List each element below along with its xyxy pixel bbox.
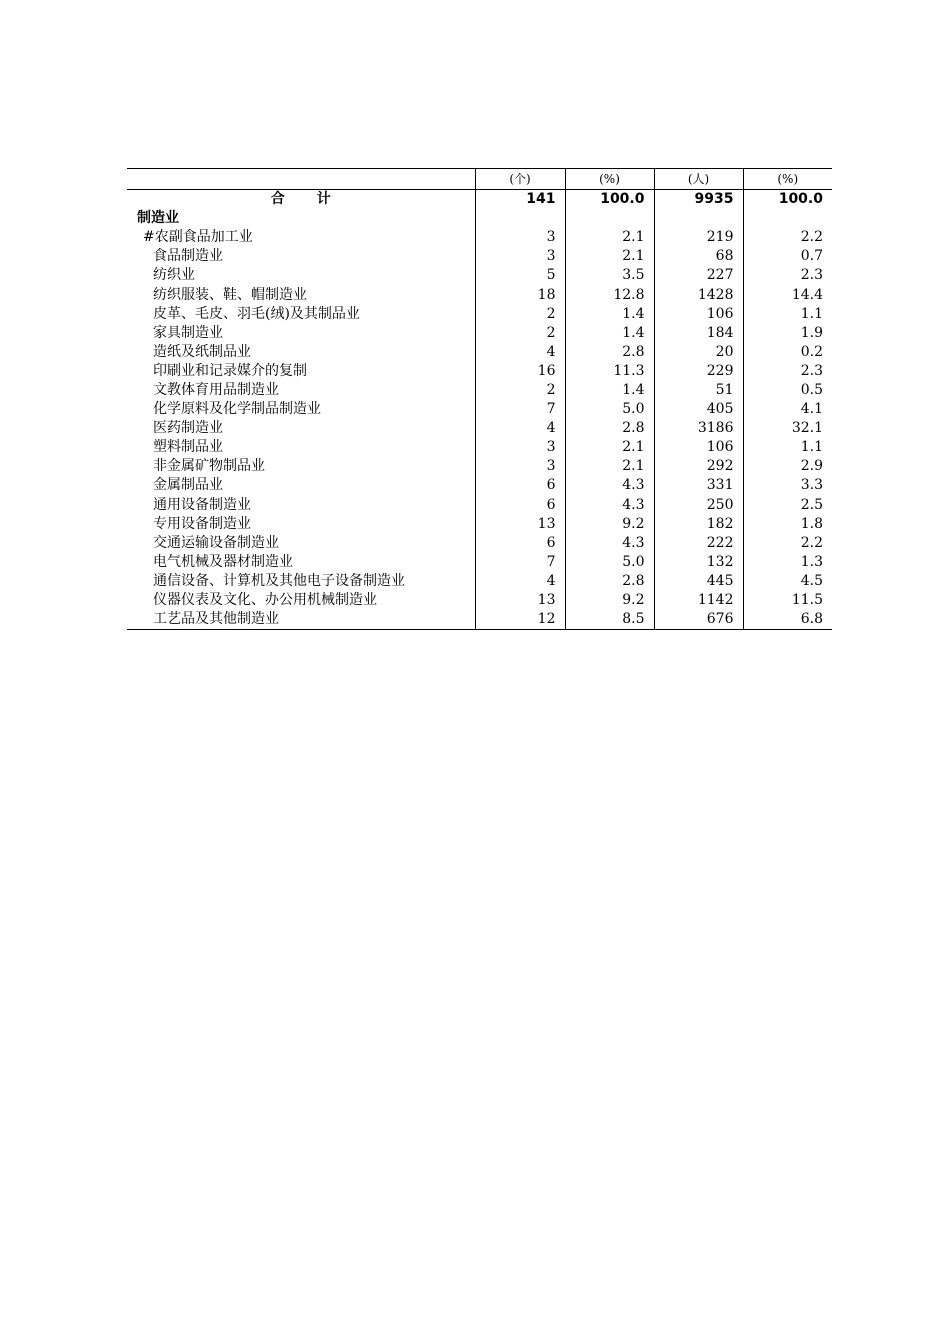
industry-count: 7 bbox=[475, 553, 565, 572]
table-row bbox=[127, 419, 832, 438]
industry-count: 6 bbox=[475, 496, 565, 515]
industry-people-percent: 2.9 bbox=[743, 457, 832, 476]
industry-count-percent: 2.8 bbox=[565, 572, 654, 591]
industry-count-percent: 1.4 bbox=[565, 324, 654, 343]
industry-people: 184 bbox=[654, 324, 743, 343]
total-people-percent: 100.0 bbox=[743, 190, 832, 210]
table-row bbox=[127, 362, 832, 381]
industry-people: 292 bbox=[654, 457, 743, 476]
industry-count-percent: 2.8 bbox=[565, 343, 654, 362]
industry-count-percent: 2.1 bbox=[565, 228, 654, 247]
industry-name: 交通运输设备制造业 bbox=[153, 534, 279, 551]
table-row bbox=[127, 438, 832, 457]
industry-count-percent: 4.3 bbox=[565, 496, 654, 515]
industry-count: 13 bbox=[475, 515, 565, 534]
industry-count-percent: 5.0 bbox=[565, 553, 654, 572]
industry-name: 工艺品及其他制造业 bbox=[127, 610, 475, 630]
section-empty-cell bbox=[475, 209, 565, 228]
table-row bbox=[127, 305, 832, 324]
unit-header-blank bbox=[127, 169, 475, 190]
industry-people: 331 bbox=[654, 476, 743, 495]
industry-people-percent: 32.1 bbox=[743, 419, 832, 438]
industry-people: 250 bbox=[654, 496, 743, 515]
total-row bbox=[127, 190, 832, 210]
industry-name: 食品制造业 bbox=[153, 248, 223, 265]
industry-people: 51 bbox=[654, 381, 743, 400]
section-empty-cell bbox=[565, 209, 654, 228]
industry-name: #农副食品加工业 bbox=[143, 229, 253, 246]
industry-name: 印刷业和记录媒介的复制 bbox=[153, 362, 307, 379]
industry-people: 219 bbox=[654, 228, 743, 247]
industry-count-percent: 2.8 bbox=[565, 419, 654, 438]
table-row bbox=[127, 476, 832, 495]
industry-count-percent: 2.1 bbox=[565, 438, 654, 457]
industry-count: 2 bbox=[475, 381, 565, 400]
table-body bbox=[127, 169, 832, 630]
industry-people: 182 bbox=[654, 515, 743, 534]
industry-people: 1428 bbox=[654, 285, 743, 304]
unit-header-row bbox=[127, 169, 832, 190]
industry-people: 405 bbox=[654, 400, 743, 419]
industry-people-percent: 2.2 bbox=[743, 534, 832, 553]
industry-people-percent: 0.2 bbox=[743, 343, 832, 362]
industry-name: 纺织业 bbox=[153, 267, 195, 284]
table-row bbox=[127, 324, 832, 343]
industry-count-percent: 9.2 bbox=[565, 515, 654, 534]
table-row bbox=[127, 228, 832, 247]
industry-people-percent: 2.3 bbox=[743, 362, 832, 381]
total-people: 9935 bbox=[654, 190, 743, 210]
unit-count-percent-header: (%) bbox=[565, 169, 654, 190]
table-row bbox=[127, 553, 832, 572]
industry-people-percent: 11.5 bbox=[743, 591, 832, 610]
industry-count: 6 bbox=[475, 476, 565, 495]
industry-count: 3 bbox=[475, 228, 565, 247]
industry-count-percent: 11.3 bbox=[565, 362, 654, 381]
industry-people-percent: 4.1 bbox=[743, 400, 832, 419]
industry-name: 通用设备制造业 bbox=[153, 496, 251, 513]
table-row bbox=[127, 285, 832, 304]
industry-people-percent: 1.1 bbox=[743, 438, 832, 457]
table-row bbox=[127, 381, 832, 400]
industry-people: 20 bbox=[654, 343, 743, 362]
industry-people-percent: 1.3 bbox=[743, 553, 832, 572]
total-label: 合计 bbox=[270, 191, 363, 208]
industry-name: 纺织服装、鞋、帽制造业 bbox=[153, 286, 307, 303]
industry-people-percent: 2.3 bbox=[743, 266, 832, 285]
industry-people: 106 bbox=[654, 438, 743, 457]
industry-count: 4 bbox=[475, 419, 565, 438]
unit-count-header: (个) bbox=[475, 169, 565, 190]
industry-count-percent: 5.0 bbox=[565, 400, 654, 419]
industry-name: 电气机械及器材制造业 bbox=[153, 553, 293, 570]
industry-name: 非金属矿物制品业 bbox=[153, 458, 265, 475]
industry-count-percent: 12.8 bbox=[565, 285, 654, 304]
industry-people: 227 bbox=[654, 266, 743, 285]
industry-count-percent: 2.1 bbox=[565, 457, 654, 476]
industry-people: 222 bbox=[654, 534, 743, 553]
industry-count-percent: 1.4 bbox=[565, 381, 654, 400]
industry-name: 医药制造业 bbox=[153, 420, 223, 437]
industry-people-percent: 2.5 bbox=[743, 496, 832, 515]
industry-people: 106 bbox=[654, 305, 743, 324]
industry-people: 676 bbox=[654, 610, 743, 630]
unit-people-header: (人) bbox=[654, 169, 743, 190]
industry-people: 229 bbox=[654, 362, 743, 381]
industry-people: 1142 bbox=[654, 591, 743, 610]
industry-count: 4 bbox=[475, 572, 565, 591]
industry-count: 16 bbox=[475, 362, 565, 381]
industry-people: 3186 bbox=[654, 419, 743, 438]
industry-people-percent: 0.5 bbox=[743, 381, 832, 400]
industry-people-percent: 1.1 bbox=[743, 305, 832, 324]
industry-count-percent: 1.4 bbox=[565, 305, 654, 324]
industry-count: 2 bbox=[475, 324, 565, 343]
industry-count-percent: 9.2 bbox=[565, 591, 654, 610]
industry-people: 68 bbox=[654, 247, 743, 266]
industry-count: 3 bbox=[475, 457, 565, 476]
table-row bbox=[127, 266, 832, 285]
section-label: 制造业 bbox=[137, 210, 179, 227]
industry-people: 445 bbox=[654, 572, 743, 591]
industry-name: 金属制品业 bbox=[153, 477, 223, 494]
table-row bbox=[127, 572, 832, 591]
industry-count-percent: 8.5 bbox=[565, 610, 654, 630]
industry-name: 家具制造业 bbox=[153, 324, 223, 341]
total-count-percent: 100.0 bbox=[565, 190, 654, 210]
industry-name: 通信设备、计算机及其他电子设备制造业 bbox=[153, 572, 405, 589]
table-row bbox=[127, 496, 832, 515]
industry-people-percent: 0.7 bbox=[743, 247, 832, 266]
industry-people-percent: 1.9 bbox=[743, 324, 832, 343]
section-row bbox=[127, 209, 832, 228]
statistics-table bbox=[127, 168, 832, 630]
industry-count: 18 bbox=[475, 285, 565, 304]
industry-count: 3 bbox=[475, 438, 565, 457]
industry-people-percent: 2.2 bbox=[743, 228, 832, 247]
table-row bbox=[127, 247, 832, 266]
industry-name: 专用设备制造业 bbox=[153, 515, 251, 532]
industry-name: 文教体育用品制造业 bbox=[153, 381, 279, 398]
table-row bbox=[127, 534, 832, 553]
industry-name: 仪器仪表及文化、办公用机械制造业 bbox=[153, 592, 377, 609]
industry-people-percent: 6.8 bbox=[743, 610, 832, 630]
table-row bbox=[127, 591, 832, 610]
total-count: 141 bbox=[475, 190, 565, 210]
table-row bbox=[127, 400, 832, 419]
industry-name: 化学原料及化学制品制造业 bbox=[153, 401, 321, 418]
table-row bbox=[127, 515, 832, 534]
table-row bbox=[127, 610, 832, 630]
industry-name: 造纸及纸制品业 bbox=[153, 343, 251, 360]
industry-count-percent: 2.1 bbox=[565, 247, 654, 266]
unit-people-percent-header: (%) bbox=[743, 169, 832, 190]
industry-people-percent: 3.3 bbox=[743, 476, 832, 495]
industry-people: 132 bbox=[654, 553, 743, 572]
industry-count-percent: 3.5 bbox=[565, 266, 654, 285]
industry-count: 2 bbox=[475, 305, 565, 324]
industry-count-percent: 4.3 bbox=[565, 476, 654, 495]
industry-people-percent: 14.4 bbox=[743, 285, 832, 304]
table-row bbox=[127, 343, 832, 362]
industry-count: 6 bbox=[475, 534, 565, 553]
industry-count: 3 bbox=[475, 247, 565, 266]
industry-name: 塑料制品业 bbox=[153, 439, 223, 456]
industry-people-percent: 1.8 bbox=[743, 515, 832, 534]
industry-name: 皮革、毛皮、羽毛(绒)及其制品业 bbox=[153, 305, 360, 322]
industry-count: 13 bbox=[475, 591, 565, 610]
industry-count: 4 bbox=[475, 343, 565, 362]
section-empty-cell bbox=[654, 209, 743, 228]
industry-count: 5 bbox=[475, 266, 565, 285]
industry-count-percent: 4.3 bbox=[565, 534, 654, 553]
industry-count: 12 bbox=[475, 610, 565, 630]
industry-people-percent: 4.5 bbox=[743, 572, 832, 591]
industry-count: 7 bbox=[475, 400, 565, 419]
table-row bbox=[127, 457, 832, 476]
section-empty-cell bbox=[743, 209, 832, 228]
